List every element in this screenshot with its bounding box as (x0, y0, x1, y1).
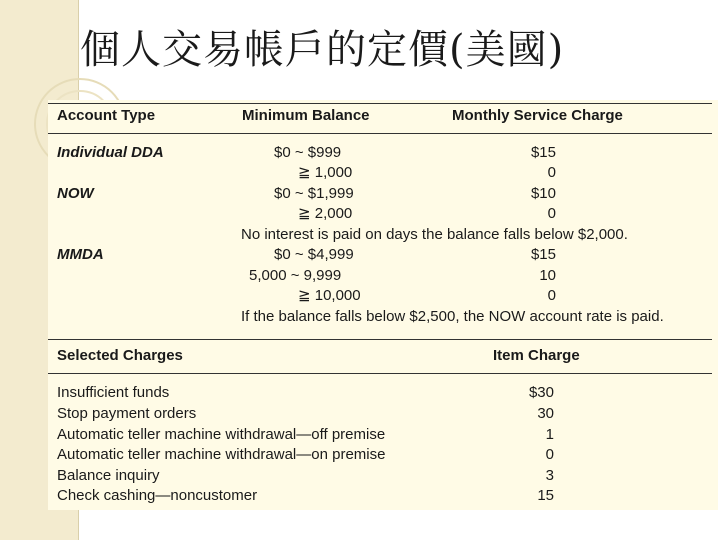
charge-item: Stop payment orders (57, 405, 197, 422)
header-selected-charges: Selected Charges (57, 347, 183, 364)
account-name: MMDA (57, 246, 104, 263)
charge-amount: 15 (537, 487, 554, 504)
tier-balance: $0 ~ $999 (274, 144, 342, 161)
charges-top-rule (48, 339, 712, 340)
charge-item: Check cashing—noncustomer (57, 487, 258, 504)
tier-balance: $0 ~ $1,999 (274, 185, 354, 202)
tier-balance: 5,000 ~ 9,999 (249, 267, 342, 284)
header-bottom-rule (48, 133, 712, 134)
account-name: Individual DDA (57, 144, 164, 161)
slide-title: 個人交易帳戶的定價(美國) (80, 27, 565, 73)
charge-item: Balance inquiry (57, 467, 160, 484)
account-name: NOW (57, 185, 94, 202)
header-minimum-balance: Minimum Balance (242, 107, 370, 124)
tier-charge: $15 (530, 144, 556, 161)
tier-balance: $0 ~ $4,999 (274, 246, 354, 263)
charge-amount: 30 (537, 405, 554, 422)
tier-balance: ≧ 2,000 (298, 205, 353, 222)
tier-charge: 10 (539, 267, 556, 284)
charge-amount: 1 (545, 426, 554, 443)
account-note: If the balance falls below $2,500, the NOW account rate is paid. (241, 308, 664, 325)
charge-item: Insufficient funds (57, 384, 170, 401)
charge-amount: 0 (545, 446, 554, 463)
header-item-charge: Item Charge (493, 347, 580, 364)
charges-header-rule (48, 373, 712, 374)
table-top-rule (48, 103, 712, 104)
tier-balance: ≧ 10,000 (298, 287, 361, 304)
tier-charge: 0 (547, 205, 556, 222)
charge-amount: 3 (545, 467, 554, 484)
charge-item: Automatic teller machine withdrawal—on premise (57, 446, 386, 463)
charge-amount: $30 (528, 384, 554, 401)
tier-charge: $10 (530, 185, 556, 202)
charge-item: Automatic teller machine withdrawal—off premise (57, 426, 386, 443)
tier-balance: ≧ 1,000 (298, 164, 353, 181)
account-note: No interest is paid on days the balance falls below $2,000. (241, 226, 628, 243)
header-account-type: Account Type (57, 107, 156, 124)
tier-charge: 0 (547, 164, 556, 181)
tier-charge: $15 (530, 246, 556, 263)
tier-charge: 0 (547, 287, 556, 304)
header-monthly-service-charge: Monthly Service Charge (452, 107, 623, 124)
